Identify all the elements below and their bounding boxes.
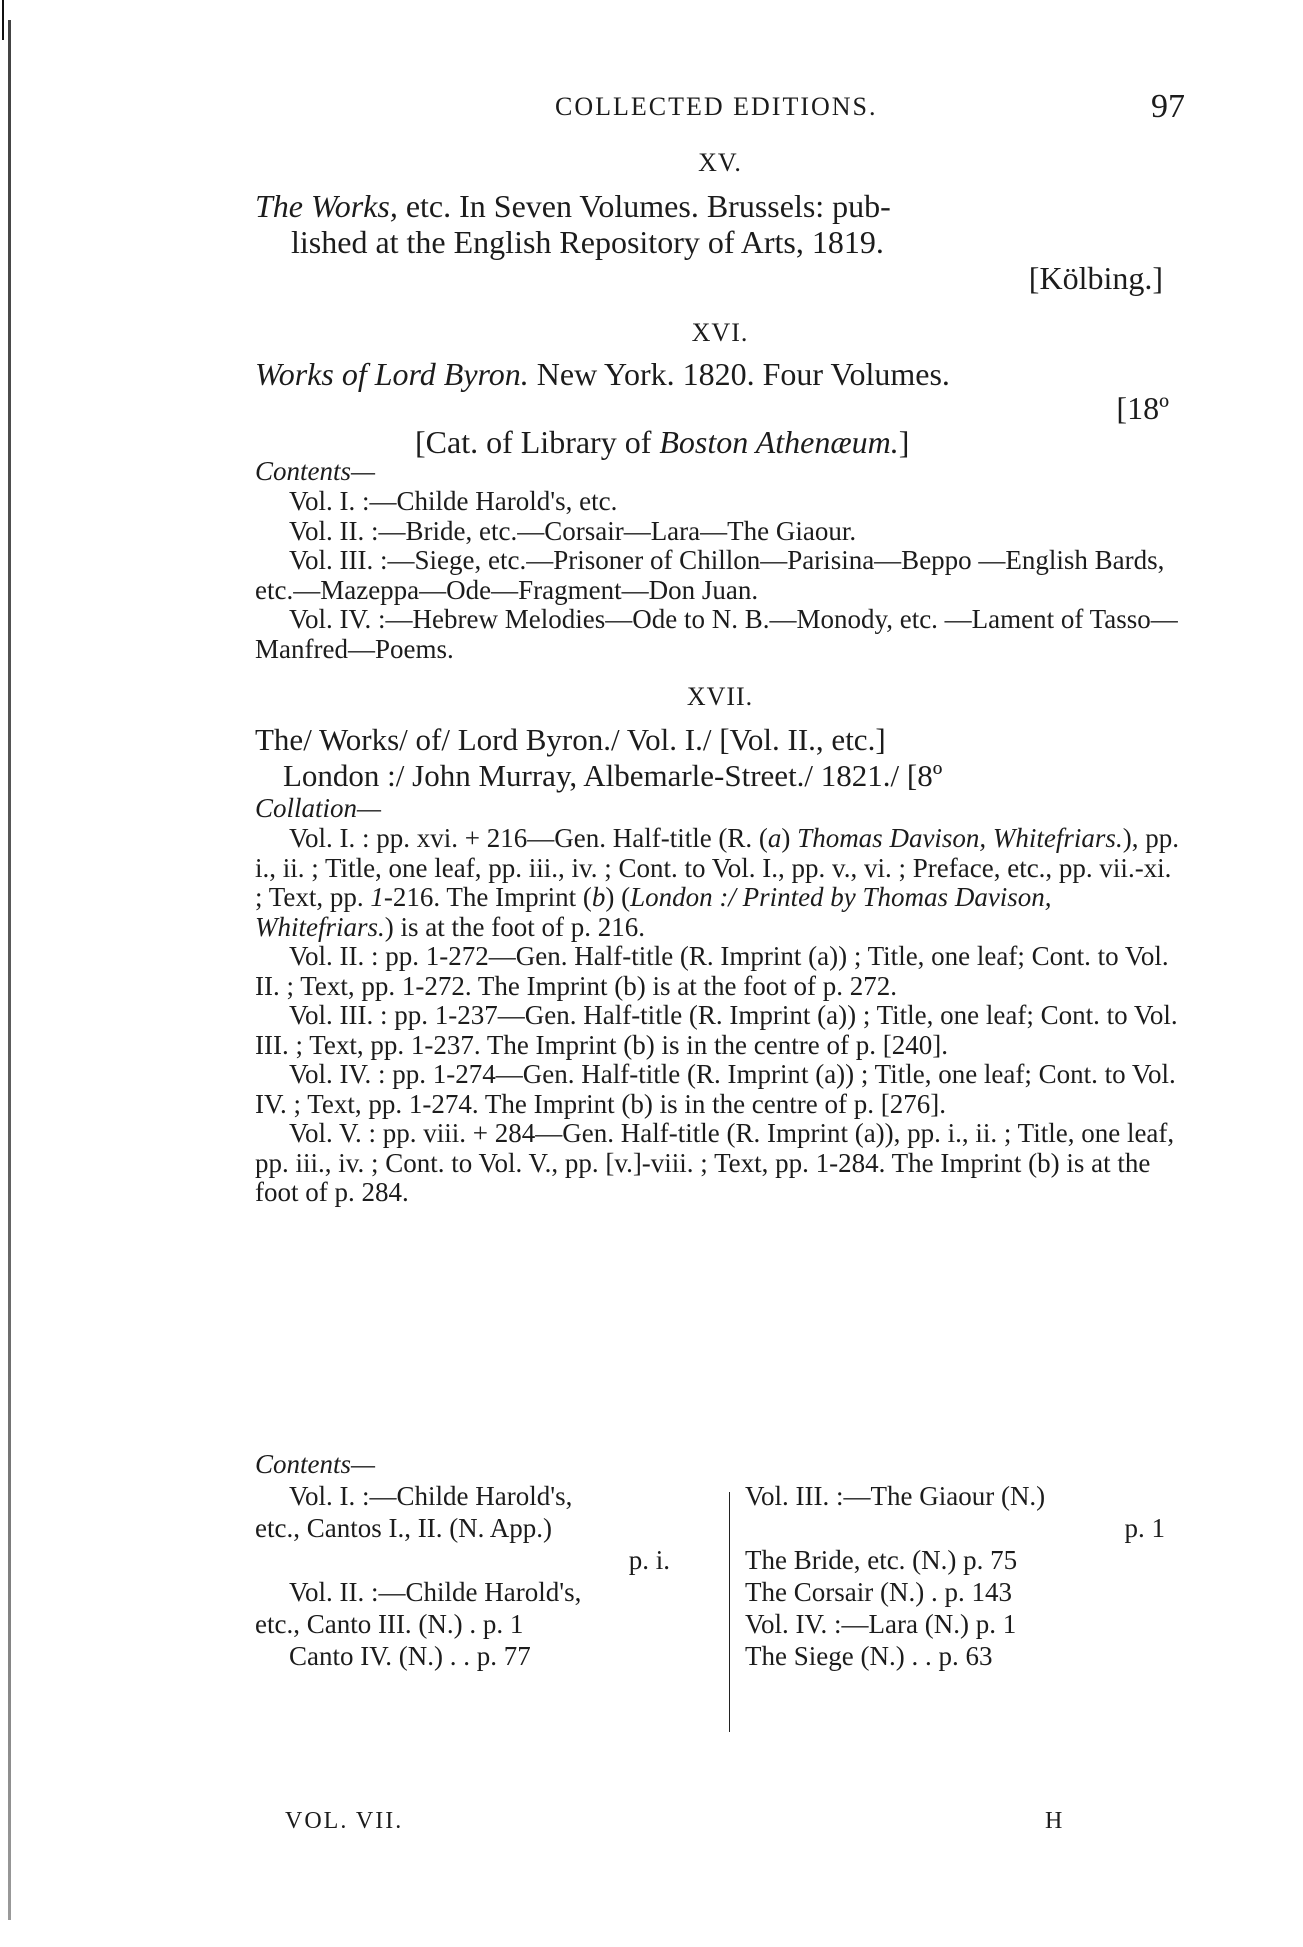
entry-xv-line2: lished at the English Repository of Arts, 1819. bbox=[291, 224, 884, 260]
contents-line: Vol. I. :—Childe Harold's, bbox=[289, 1481, 573, 1511]
collation-text: ) bbox=[781, 823, 798, 853]
contents-line: Canto IV. (N.) . . p. 77 bbox=[289, 1641, 531, 1671]
collation-text: ) ( bbox=[605, 882, 631, 912]
collation-vol-2: Vol. II. : pp. 1-272—Gen. Half-title (R. Imprint (a)) ; Title, one leaf; Cont. to Vol. II. ; Text, pp. 1-272. The Imprint (b) is at the foot of p. 272. bbox=[255, 941, 1169, 1001]
cat-prefix: [Cat. of Library of bbox=[415, 424, 660, 460]
contents-xvii-label-wrap bbox=[255, 1448, 1185, 1480]
contents-line: Vol. IV. :—Lara (N.) p. 1 bbox=[745, 1609, 1017, 1639]
collation-italic: 1 bbox=[370, 882, 384, 912]
collation-text: -216. The Imprint ( bbox=[383, 882, 592, 912]
collation-text: ), pp. i., ii. ; Title, one leaf, pp. iii., iv. ; Cont. to Vol. I., pp. v., vi. ; Preface, etc., pp. vii.-xi. ; Text, pp. bbox=[255, 823, 1179, 912]
book-page bbox=[255, 0, 1185, 1947]
page-edge-mark bbox=[2, 0, 4, 40]
running-header bbox=[255, 88, 1185, 132]
title-line-2: London :/ John Murray, Albemarle-Street./ 1821./ [8º bbox=[283, 758, 943, 793]
cat-library: Boston Athenæum. bbox=[659, 424, 899, 460]
collation-italic: Thomas Davison, Whitefriars. bbox=[797, 823, 1123, 853]
contents-line: etc., Cantos I., II. (N. App.) bbox=[255, 1513, 552, 1543]
signature-letter: H bbox=[1045, 1808, 1063, 1834]
entry-xvi bbox=[255, 356, 1185, 460]
collation-text: Vol. I. : pp. xvi. + 216—Gen. Half-title (R. ( bbox=[289, 823, 768, 853]
entry-xv bbox=[255, 188, 1185, 296]
entry-xvi-line1: New York. 1820. Four Volumes. bbox=[528, 356, 950, 392]
contents-item: Vol. I. :—Childe Harold's, etc. bbox=[289, 486, 618, 516]
entry-xvi-format: [18º bbox=[1116, 390, 1169, 426]
page-number: 97 bbox=[1151, 88, 1185, 125]
title-line-1: The/ Works/ of/ Lord Byron./ Vol. I./ [Vol. II., etc.] bbox=[255, 722, 886, 757]
contents-line: p. i. bbox=[628, 1545, 670, 1575]
collation-italic: b bbox=[591, 882, 606, 912]
contents-item: Vol. III. :—Siege, etc.—Prisoner of Chillon—Parisina—Beppo —English Bards, etc.—Mazeppa—Ode—Fragment—Don Juan. bbox=[255, 545, 1165, 605]
contents-line: etc., Canto III. (N.) . p. 1 bbox=[255, 1609, 524, 1639]
collation-label: Collation— bbox=[255, 793, 382, 823]
page-binding-edge bbox=[8, 20, 11, 1920]
column-divider bbox=[729, 1492, 730, 1732]
collation-italic: a bbox=[767, 823, 782, 853]
contents-item: Vol. II. :—Bride, etc.—Corsair—Lara—The Giaour. bbox=[289, 515, 857, 546]
section-heading-xvii: XVII. bbox=[686, 682, 754, 711]
contents-line: Vol. II. :—Childe Harold's, bbox=[289, 1577, 582, 1607]
cat-suffix: ] bbox=[898, 424, 910, 460]
collation-vol-3: Vol. III. : pp. 1-237—Gen. Half-title (R. Imprint (a)) ; Title, one leaf; Cont. to Vol. III. ; Text, pp. 1-237. The Imprint (b) is in the centre of p. [240]. bbox=[255, 1000, 1178, 1060]
signature-volume: VOL. VII. bbox=[285, 1808, 404, 1834]
contents-label: Contents— bbox=[255, 1449, 376, 1479]
collation bbox=[255, 792, 1185, 1208]
entry-xv-line1: etc. In Seven Volumes. Brussels: pub- bbox=[397, 188, 891, 224]
collation-vol-4: Vol. IV. : pp. 1-274—Gen. Half-title (R. Imprint (a)) ; Title, one leaf; Cont. to Vol. IV. ; Text, pp. 1-274. The Imprint (b) is in the centre of p. [276]. bbox=[255, 1059, 1176, 1119]
entry-xvi-title: Works of Lord Byron. bbox=[255, 356, 529, 392]
section-heading-xvi: XVI. bbox=[691, 318, 749, 347]
section-heading-xv: XV. bbox=[698, 148, 742, 177]
collation-text: ) is at the foot of p. 216. bbox=[384, 911, 645, 942]
contents-label: Contents— bbox=[255, 456, 376, 486]
contents-line: p. 1 bbox=[1124, 1513, 1165, 1543]
contents-item: Vol. IV. :—Hebrew Melodies—Ode to N. B.—Monody, etc. —Lament of Tasso—Manfred—Poems. bbox=[255, 604, 1178, 664]
collation-italic: London :/ Printed by Thomas Davison, Whitefriars. bbox=[255, 882, 1052, 942]
contents-right-column bbox=[745, 1480, 1185, 1672]
running-title: COLLECTED EDITIONS. bbox=[555, 92, 878, 121]
contents-line: Vol. III. :—The Giaour (N.) bbox=[745, 1481, 1046, 1511]
contents-line: The Corsair (N.) . p. 143 bbox=[745, 1577, 1012, 1607]
entry-xv-text bbox=[255, 188, 1185, 260]
contents-line: The Siege (N.) . . p. 63 bbox=[745, 1641, 993, 1671]
collation-vol-1 bbox=[255, 824, 1185, 942]
entry-xvi-contents bbox=[255, 455, 1185, 664]
contents-left-column bbox=[255, 1480, 715, 1672]
entry-xv-title: The Works, bbox=[255, 188, 398, 224]
entry-xv-source: [Kölbing.] bbox=[1028, 260, 1163, 296]
entry-xvii-title bbox=[255, 722, 1185, 794]
collation-vol-5: Vol. V. : pp. viii. + 284—Gen. Half-title (R. Imprint (a)), pp. i., ii. ; Title, one leaf, pp. iii., iv. ; Cont. to Vol. V., pp. [v.]-viii. ; Text, pp. 1-284. The Imprint (b) is at the foot of p. 284. bbox=[255, 1118, 1175, 1207]
contents-line: The Bride, etc. (N.) p. 75 bbox=[745, 1545, 1018, 1575]
